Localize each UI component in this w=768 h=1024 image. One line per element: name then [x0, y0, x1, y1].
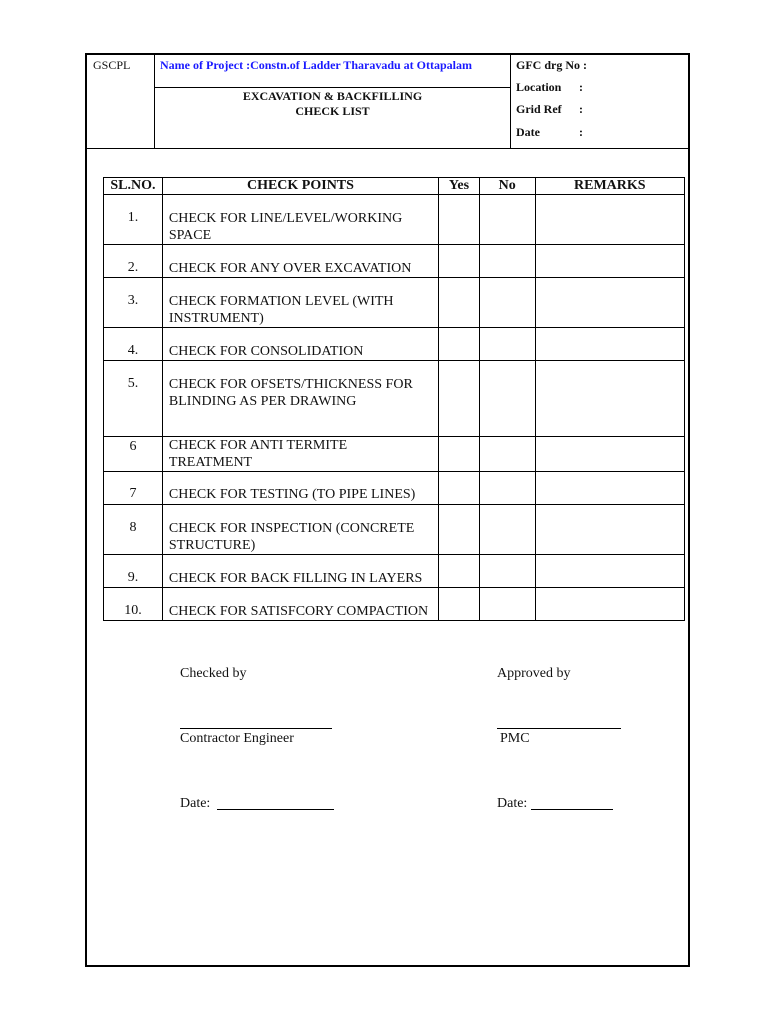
yes-cell[interactable]: [439, 278, 480, 328]
header-yes: Yes: [439, 178, 480, 195]
remarks-cell[interactable]: [535, 472, 684, 505]
date-colon: :: [579, 125, 583, 139]
remarks-cell[interactable]: [535, 278, 684, 328]
yes-cell[interactable]: [439, 555, 480, 588]
check-point: CHECK FOR ANY OVER EXCAVATION: [162, 245, 438, 278]
company-name: GSCPL: [93, 58, 131, 72]
table-row: [104, 588, 685, 621]
no-cell[interactable]: [479, 437, 535, 472]
table-row: [104, 472, 685, 505]
contractor-engineer-label: Contractor Engineer: [180, 731, 294, 746]
header-remarks: REMARKS: [535, 178, 684, 195]
remarks-cell[interactable]: [535, 588, 684, 621]
table-row: [104, 505, 685, 555]
no-cell[interactable]: [479, 588, 535, 621]
row-number: 9.: [104, 555, 163, 588]
check-point: CHECK FORMATION LEVEL (WITH INSTRUMENT): [162, 278, 438, 328]
remarks-cell[interactable]: [535, 505, 684, 555]
grid-ref-label: Grid Ref: [516, 102, 562, 116]
date-right-label: Date:: [497, 796, 528, 811]
yes-cell[interactable]: [439, 505, 480, 555]
no-cell[interactable]: [479, 328, 535, 361]
project-name: Name of Project :Constn.of Ladder Tharavadu at Ottapalam: [160, 58, 472, 72]
no-cell[interactable]: [479, 245, 535, 278]
no-cell[interactable]: [479, 555, 535, 588]
reference-cell: [511, 55, 688, 148]
checklist-page: [85, 53, 690, 967]
title-line-2: CHECK LIST: [295, 104, 370, 118]
yes-cell[interactable]: [439, 328, 480, 361]
no-cell[interactable]: [479, 278, 535, 328]
no-cell[interactable]: [479, 505, 535, 555]
remarks-cell[interactable]: [535, 437, 684, 472]
remarks-cell[interactable]: [535, 245, 684, 278]
row-number: 3.: [104, 278, 163, 328]
table-row: [104, 555, 685, 588]
yes-cell[interactable]: [439, 245, 480, 278]
row-number: 5.: [104, 361, 163, 437]
date-left-label: Date:: [180, 796, 211, 811]
remarks-cell[interactable]: [535, 361, 684, 437]
check-point: CHECK FOR SATISFCORY COMPACTION: [162, 588, 438, 621]
remarks-cell[interactable]: [535, 328, 684, 361]
row-number: 2.: [104, 245, 163, 278]
header-sl-no: SL.NO.: [104, 178, 163, 195]
contractor-signature-line[interactable]: [180, 728, 332, 729]
header-check-points: CHECK POINTS: [162, 178, 438, 195]
project-name-cell: [155, 55, 510, 88]
yes-cell[interactable]: [439, 195, 480, 245]
no-cell[interactable]: [479, 472, 535, 505]
yes-cell[interactable]: [439, 588, 480, 621]
project-cell: [155, 55, 511, 148]
check-point: CHECK FOR OFSETS/THICKNESS FOR BLINDING AS PER DRAWING: [162, 361, 438, 437]
check-point: CHECK FOR CONSOLIDATION: [162, 328, 438, 361]
gfc-drg-label: GFC drg No :: [516, 58, 587, 72]
table-row: [104, 361, 685, 437]
location-colon: :: [579, 80, 583, 94]
pmc-signature-line[interactable]: [497, 728, 621, 729]
remarks-cell[interactable]: [535, 195, 684, 245]
approved-by-label: Approved by: [497, 666, 571, 681]
table-row: [104, 437, 685, 472]
company-cell: [87, 55, 155, 148]
checklist-title: [155, 89, 510, 119]
row-number: 6: [104, 437, 163, 472]
no-cell[interactable]: [479, 361, 535, 437]
no-cell[interactable]: [479, 195, 535, 245]
check-point: CHECK FOR BACK FILLING IN LAYERS: [162, 555, 438, 588]
yes-cell[interactable]: [439, 472, 480, 505]
row-number: 8: [104, 505, 163, 555]
table-row: [104, 195, 685, 245]
row-number: 1.: [104, 195, 163, 245]
date-label: Date: [516, 125, 540, 139]
table-header-row: [104, 178, 685, 195]
date-right-line[interactable]: [531, 809, 613, 810]
header-block: [87, 55, 688, 149]
date-left-line[interactable]: [217, 809, 334, 810]
check-point: CHECK FOR ANTI TERMITE TREATMENT: [162, 437, 438, 472]
row-number: 7: [104, 472, 163, 505]
row-number: 4.: [104, 328, 163, 361]
header-no: No: [479, 178, 535, 195]
title-line-1: EXCAVATION & BACKFILLING: [242, 89, 423, 103]
grid-ref-colon: :: [579, 102, 583, 116]
check-point: CHECK FOR INSPECTION (CONCRETE STRUCTURE): [162, 505, 438, 555]
checklist-table: [103, 177, 685, 621]
row-number: 10.: [104, 588, 163, 621]
table-row: [104, 245, 685, 278]
table-row: [104, 278, 685, 328]
pmc-label: PMC: [500, 731, 530, 746]
yes-cell[interactable]: [439, 437, 480, 472]
check-point: CHECK FOR TESTING (TO PIPE LINES): [162, 472, 438, 505]
checked-by-label: Checked by: [180, 666, 247, 681]
yes-cell[interactable]: [439, 361, 480, 437]
table-row: [104, 328, 685, 361]
check-point: CHECK FOR LINE/LEVEL/WORKING SPACE: [162, 195, 438, 245]
location-label: Location: [516, 80, 562, 94]
remarks-cell[interactable]: [535, 555, 684, 588]
